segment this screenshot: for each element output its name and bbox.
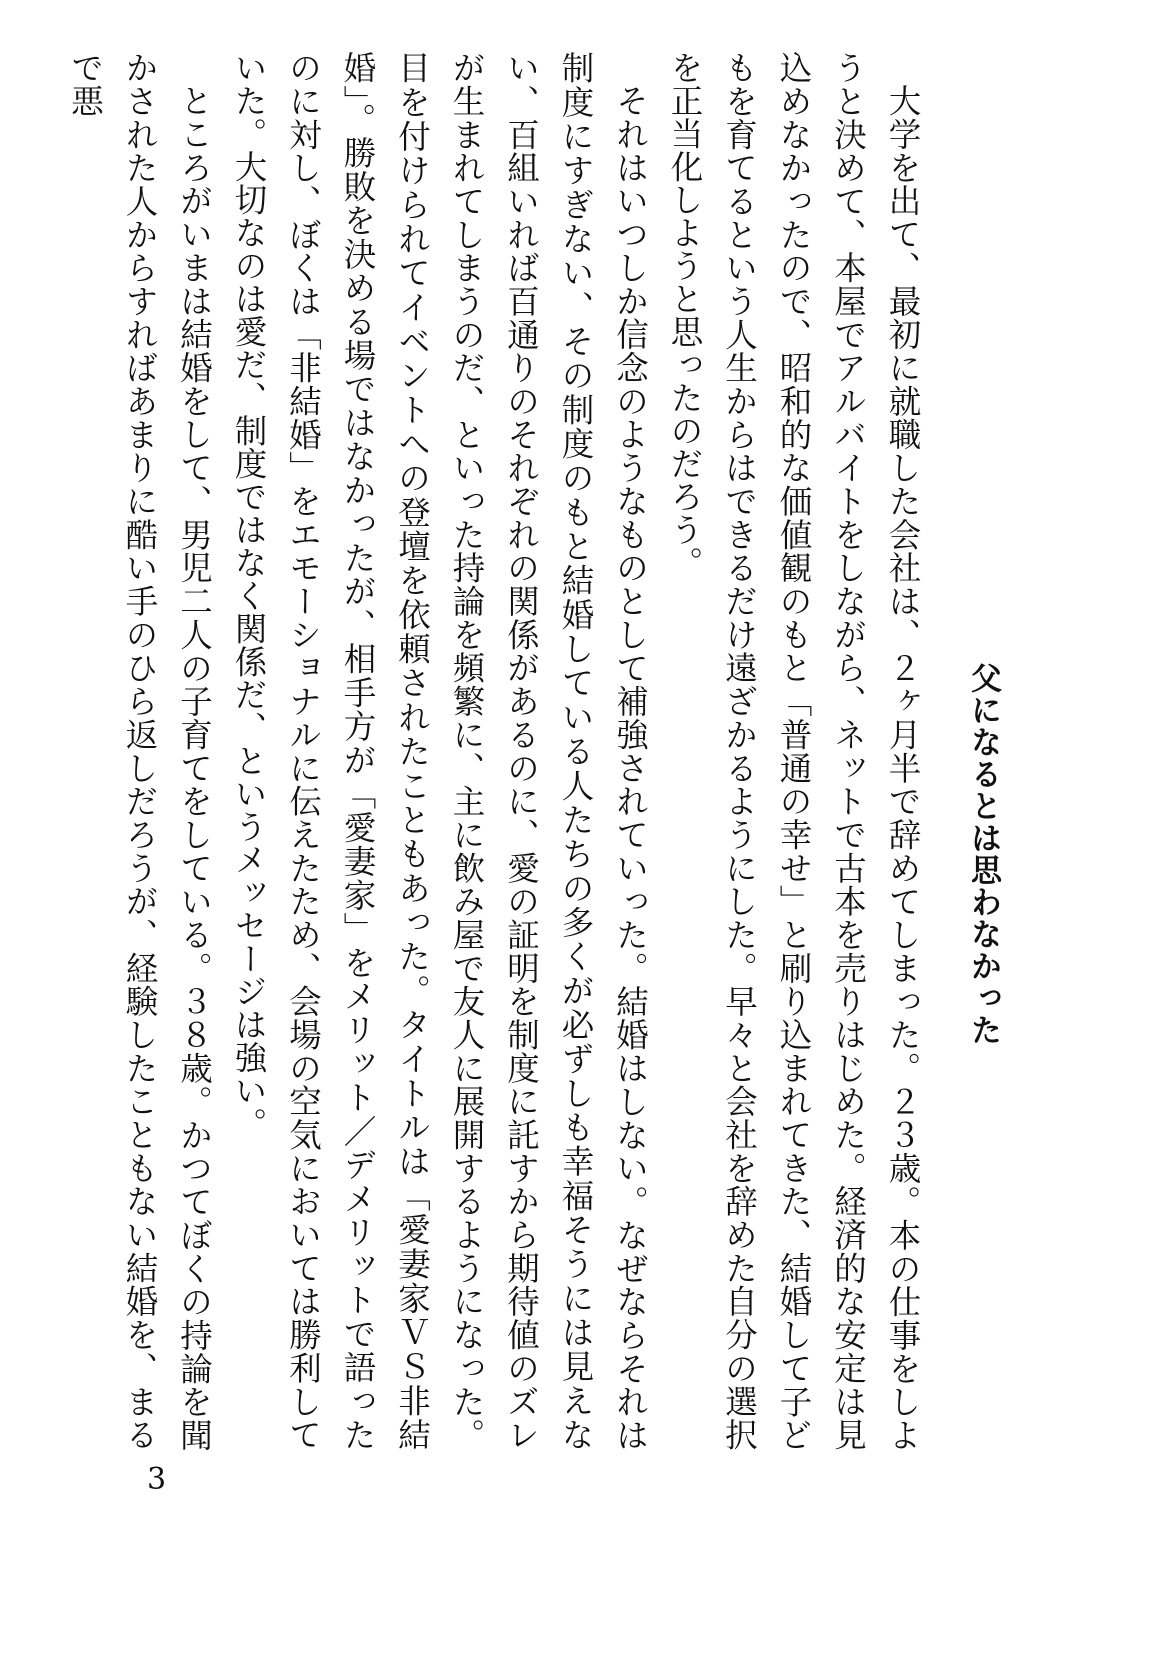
- body-text: [58, 51, 930, 1451]
- paragraph: 大学を出て、最初に就職した会社は、２ヶ月半で辞めてしまった。２３歳。本の仕事をしようと決めて、本屋でアルバイトをしながら、ネットで古本を売りはじめた。経済的な安定は見込めなかったので、昭和的な価値観のもと「普通の幸せ」と刷り込まれてきた、結婚して子どもを育てるという人生からはできるだけ遠ざかるようにした。早々と会社を辞めた自分の選択を正当化しようと思ったのだろう。: [666, 51, 922, 1451]
- page-number: 3: [147, 1462, 167, 1497]
- paragraph: それはいつしか信念のようなものとして補強されていった。結婚はしない。なぜならそれは制度にすぎない、その制度のもと結婚している人たちの多くが必ずしも幸福そうには見えない、百組いれば百通りのそれぞれの関係があるのに、愛の証明を制度に託すから期待値のズレが生まれてしまうのだ、といった持論を頻繁に、主に飲み屋で友人に展開するようになった。目を付けられてイベントへの登壇を依頼されたこともあった。タイトルは「愛妻家ＶＳ非結婚」。勝敗を決める場ではなかったが、相手方が「愛妻家」をメリット／デメリットで語ったのに対し、ぼくは「非結婚」をエモーショナルに伝えたため、会場の空気においては勝利していた。大切なのは愛だ、制度ではなく関係だ、というメッセージは強い。: [230, 51, 650, 1451]
- paragraph: ところがいまは結婚をして、男児二人の子育てをしている。３８歳。かつてぼくの持論を聞かされた人からすればあまりに酷い手のひら返しだろうが、経験したこともない結婚を、まるで悪: [66, 51, 214, 1451]
- chapter-title: 父になるとは思わなかった: [965, 662, 1001, 1046]
